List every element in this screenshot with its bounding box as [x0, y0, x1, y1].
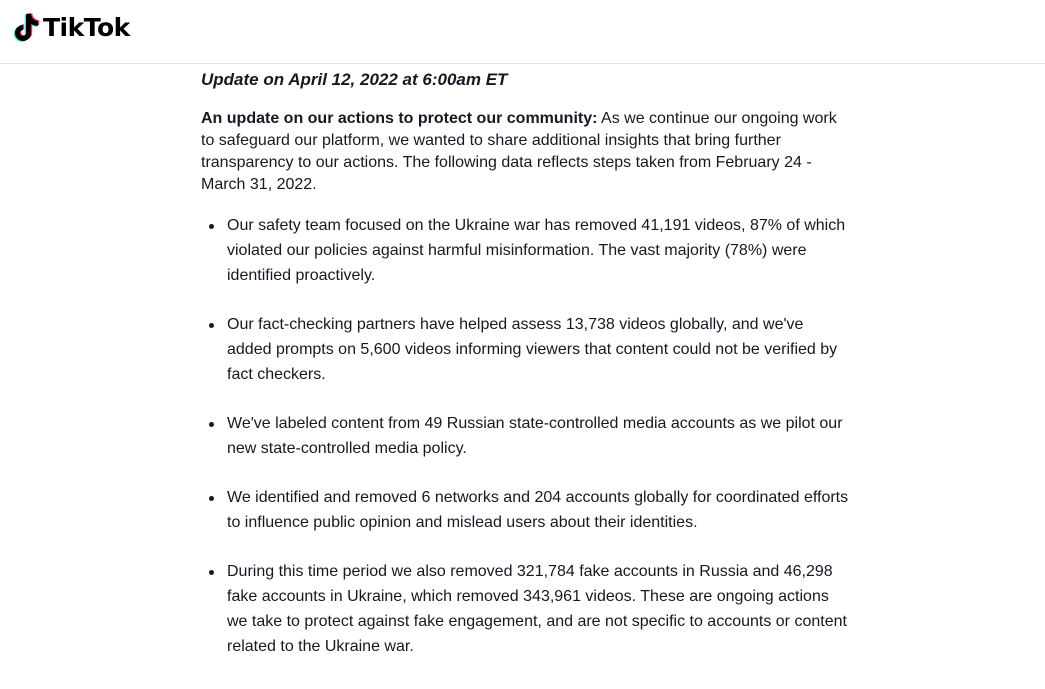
list-item: Our fact-checking partners have helped assess 13,738 videos globally, and we've added prompts on 5,600 videos informing viewers that content could not be verified by fact checkers.: [227, 312, 851, 387]
logo-wordmark: TikTok: [43, 13, 130, 42]
tiktok-note-icon: [12, 12, 40, 44]
intro-body: As we continue our ongoing work to safeguard our platform, we wanted to share additional insights that bring further transparency to our actions. The following data reflects steps taken from February 24 - March 31, 2022.: [201, 110, 837, 193]
list-item: We've labeled content from 49 Russian state-controlled media accounts as we pilot our new state-controlled media policy.: [227, 411, 851, 461]
list-item: Our safety team focused on the Ukraine war has removed 41,191 videos, 87% of which violated our policies against harmful misinformation. The vast majority (78%) were identified proactively.: [227, 213, 851, 288]
article-body: [201, 68, 851, 683]
stats-list: [201, 213, 851, 659]
update-date: Update on April 12, 2022 at 6:00am ET: [201, 70, 508, 89]
list-item: We identified and removed 6 networks and 204 accounts globally for coordinated efforts to influence public opinion and mislead users about their identities.: [227, 485, 851, 535]
intro-paragraph: [201, 108, 851, 196]
list-item: During this time period we also removed 321,784 fake accounts in Russia and 46,298 fake accounts in Ukraine, which removed 343,961 videos. These are ongoing actions we take to protect against fake engagement, and are not specific to accounts or content related to the Ukraine war.: [227, 559, 851, 659]
site-header: [0, 0, 1045, 64]
intro-lead: An update on our actions to protect our community:: [201, 110, 598, 127]
tiktok-logo[interactable]: [12, 12, 130, 44]
